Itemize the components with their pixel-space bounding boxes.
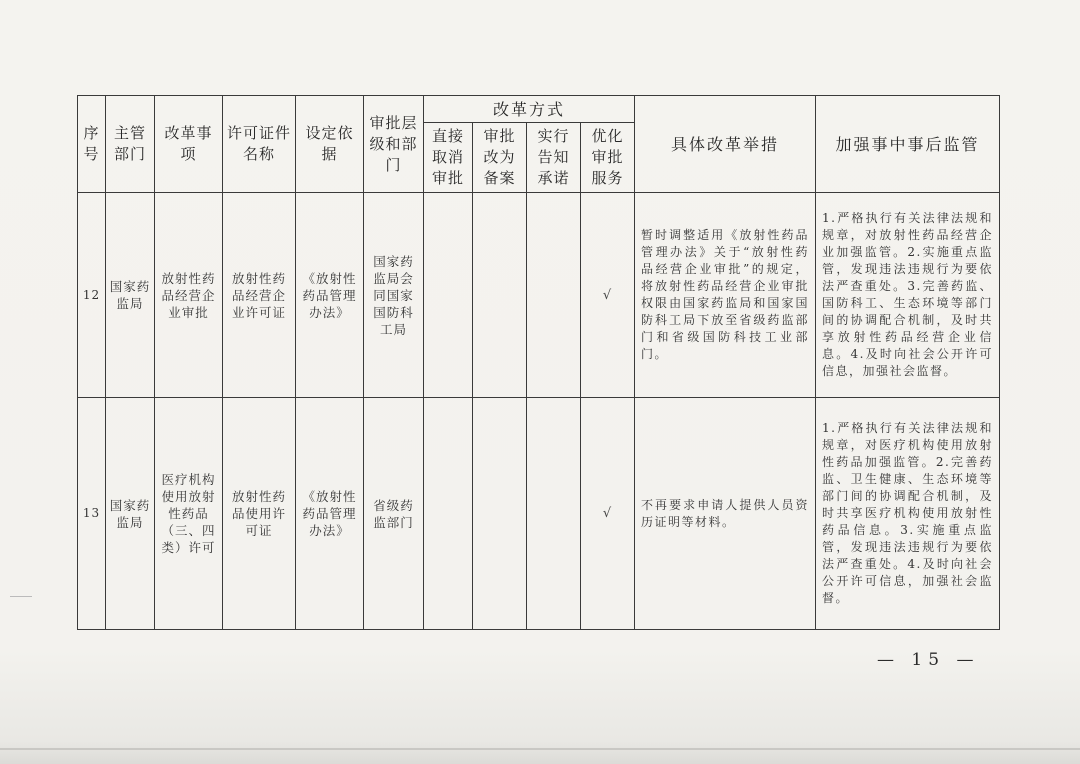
row-level: 省级药监部门 — [364, 398, 424, 630]
row-license: 放射性药品经营企业许可证 — [223, 193, 296, 398]
row-dept: 国家药监局 — [106, 398, 155, 630]
header-mode-record: 审批改为备案 — [473, 123, 527, 193]
header-item: 改革事项 — [155, 96, 223, 193]
row-seq: 12 — [78, 193, 106, 398]
row-mode-record — [473, 398, 527, 630]
row-mode-notify — [527, 193, 581, 398]
row-measures: 不再要求申请人提供人员资历证明等材料。 — [635, 398, 816, 630]
header-mode-notify: 实行告知承诺 — [527, 123, 581, 193]
header-seq: 序号 — [78, 96, 106, 193]
reform-table — [77, 95, 1000, 630]
row-mode-notify — [527, 398, 581, 630]
row-supervision: 1.严格执行有关法律法规和规章，对放射性药品经营企业加强监管。2.实施重点监管，发现违法违规行为要依法严查重处。3.完善药监、国防科工、生态环境等部门间的协调配合机制，及时共享放射性药品经营企业信息。4.及时向社会公开许可信息，加强社会监督。 — [816, 193, 1000, 398]
page-edge — [0, 748, 1080, 750]
table-row — [78, 398, 1000, 630]
row-item: 放射性药品经营企业审批 — [155, 193, 223, 398]
row-mode-optimize: √ — [581, 398, 635, 630]
header-license: 许可证件名称 — [223, 96, 296, 193]
header-basis: 设定依据 — [296, 96, 364, 193]
header-supervision: 加强事中事后监管 — [816, 96, 1000, 193]
header-mode-cancel: 直接取消审批 — [424, 123, 473, 193]
header-measures: 具体改革举措 — [635, 96, 816, 193]
row-basis: 《放射性药品管理办法》 — [296, 398, 364, 630]
row-mode-cancel — [424, 398, 473, 630]
row-basis: 《放射性药品管理办法》 — [296, 193, 364, 398]
row-mode-record — [473, 193, 527, 398]
margin-mark — [10, 596, 32, 597]
header-mode-optimize: 优化审批服务 — [581, 123, 635, 193]
header-level: 审批层级和部门 — [364, 96, 424, 193]
row-dept: 国家药监局 — [106, 193, 155, 398]
row-mode-cancel — [424, 193, 473, 398]
row-mode-optimize: √ — [581, 193, 635, 398]
header-dept: 主管部门 — [106, 96, 155, 193]
table-row — [78, 193, 1000, 398]
header-reform-mode: 改革方式 — [424, 96, 635, 123]
row-level: 国家药监局会同国家国防科工局 — [364, 193, 424, 398]
row-seq: 13 — [78, 398, 106, 630]
row-license: 放射性药品使用许可证 — [223, 398, 296, 630]
row-supervision: 1.严格执行有关法律法规和规章，对医疗机构使用放射性药品加强监管。2.完善药监、卫生健康、生态环境等部门间的协调配合机制，及时共享医疗机构使用放射性药品信息。3.实施重点监管，发现违法违规行为要依法严查重处。4.及时向社会公开许可信息，加强社会监督。 — [816, 398, 1000, 630]
row-measures: 暂时调整适用《放射性药品管理办法》关于“放射性药品经营企业审批”的规定，将放射性药品经营企业审批权限由国家药监局和国家国防科工局下放至省级药监部门和省级国防科技工业部门。 — [635, 193, 816, 398]
row-item: 医疗机构使用放射性药品（三、四类）许可 — [155, 398, 223, 630]
page-number: — 15 — — [877, 650, 980, 670]
